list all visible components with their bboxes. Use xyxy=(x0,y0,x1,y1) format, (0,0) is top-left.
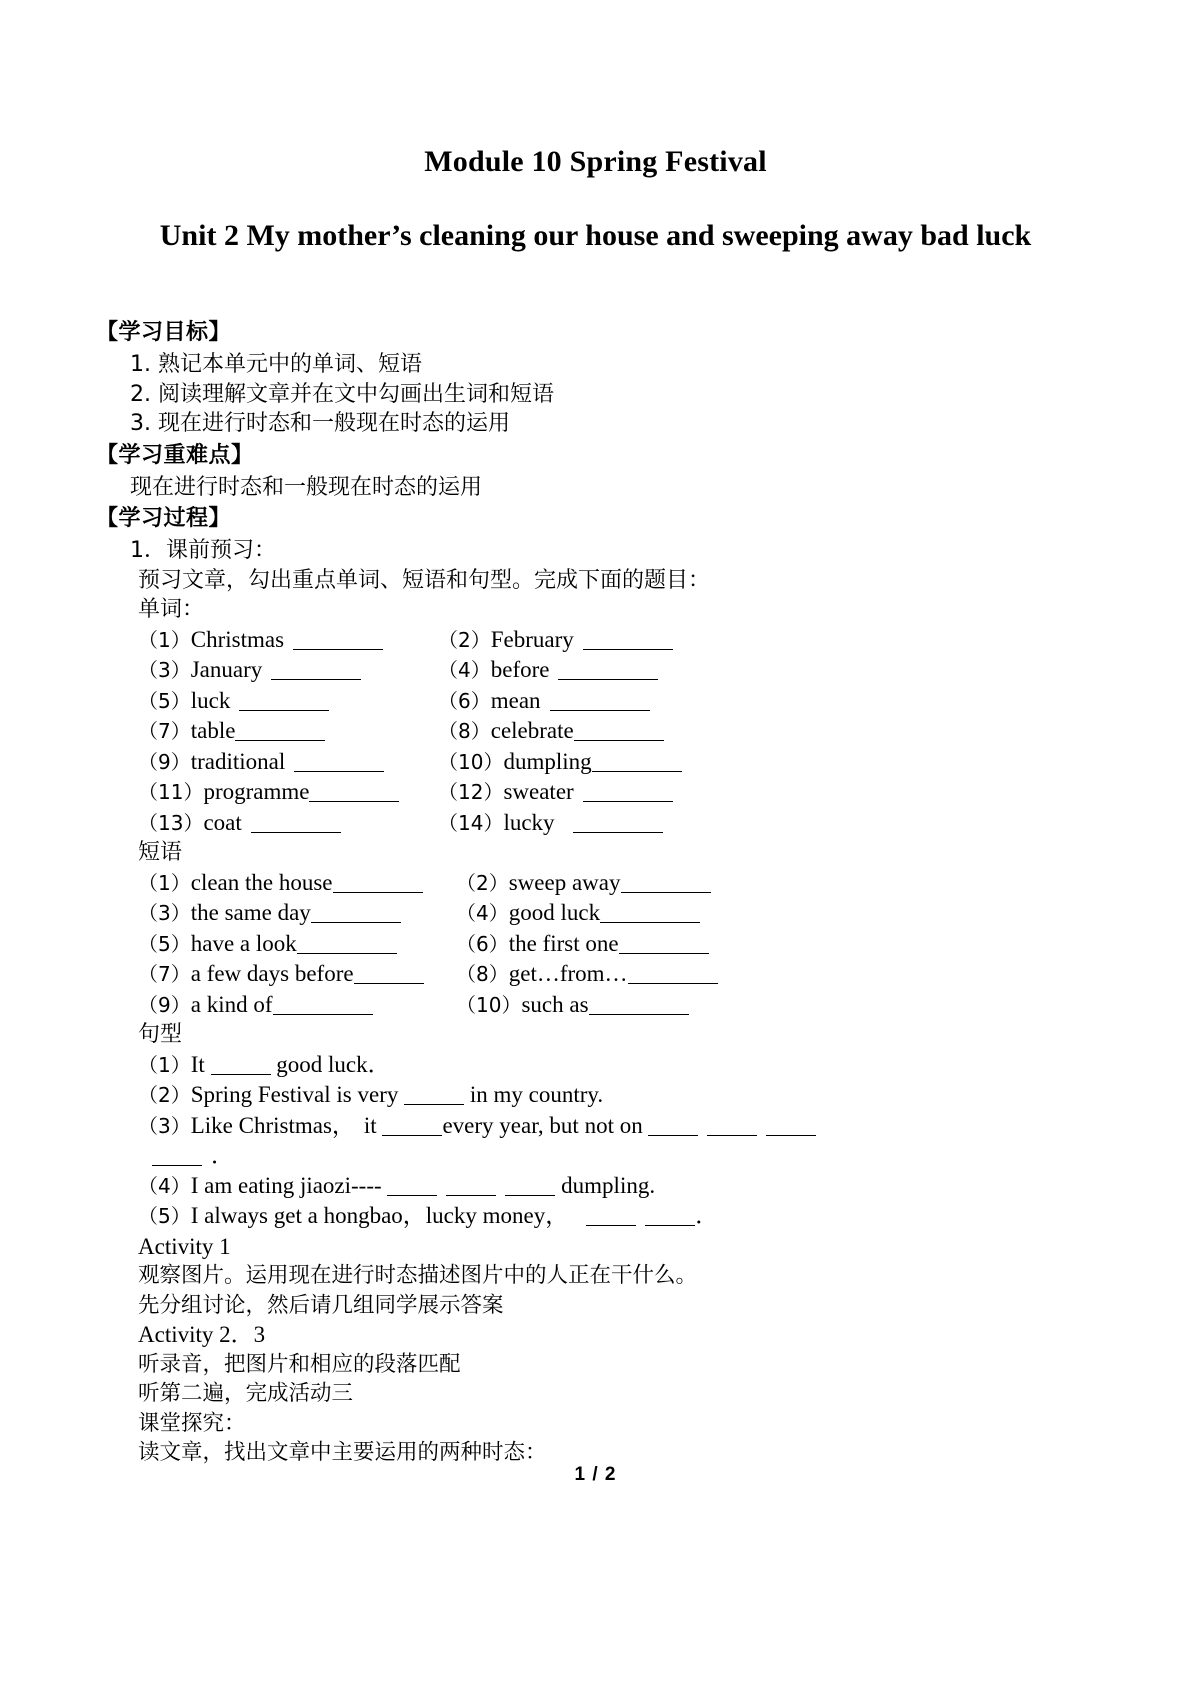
activity-instruction: 听第二遍，完成活动三 xyxy=(138,1381,354,1406)
word-term: sweater xyxy=(503,779,574,804)
word-term: traditional xyxy=(190,748,286,774)
phrase-term: have a look xyxy=(190,930,297,956)
objective-item: 3. 现在进行时态和一般现在时态的运用 xyxy=(130,411,510,436)
word-term: February xyxy=(490,626,574,652)
phrase-answer-blank[interactable] xyxy=(600,905,700,923)
word-row xyxy=(96,808,1095,839)
sentence-item xyxy=(96,1201,1095,1232)
word-answer-blank[interactable] xyxy=(294,754,384,772)
word-number: （11） xyxy=(138,780,204,804)
word-number: （2） xyxy=(438,627,491,652)
phrase-term: good luck xyxy=(508,900,601,925)
sentence-text-post: good luck． xyxy=(270,1051,391,1077)
objective-item: 2. 阅读理解文章并在文中勾画出生词和短语 xyxy=(130,381,554,407)
phrase-term: clean the house xyxy=(190,869,333,895)
activity-instruction: 读文章，找出文章中主要运用的两种时态： xyxy=(138,1440,547,1465)
page-subtitle: Unit 2 My mother’s cleaning our house and sweeping away bad luck xyxy=(159,218,1032,252)
phrase-term: a kind of xyxy=(190,991,273,1017)
word-number: （4） xyxy=(438,658,491,682)
sentence-text-pre: I always get a hongbao， xyxy=(190,1203,426,1228)
word-answer-blank[interactable] xyxy=(271,662,361,680)
word-number: （7） xyxy=(138,719,191,743)
word-number: （14） xyxy=(438,810,504,835)
sentence-answer-blank[interactable] xyxy=(648,1118,698,1136)
phrase-answer-blank[interactable] xyxy=(628,966,718,984)
phrase-row xyxy=(96,990,1095,1021)
sentence-answer-blank[interactable] xyxy=(446,1178,496,1196)
sentence-text-mid: lucky money， xyxy=(425,1203,569,1228)
word-term: programme xyxy=(203,779,310,804)
word-term: lucky xyxy=(503,809,555,835)
sentence-number: （2） xyxy=(138,1083,191,1107)
phrase-answer-blank[interactable] xyxy=(621,875,711,893)
phrase-answer-blank[interactable] xyxy=(311,905,401,923)
word-row xyxy=(96,777,1095,808)
phrase-number: （7） xyxy=(138,962,191,986)
word-row xyxy=(96,625,1095,656)
sentence-item xyxy=(96,1111,1095,1142)
word-number: （3） xyxy=(138,658,191,682)
activity-instruction: 观察图片。运用现在进行时态描述图片中的人正在干什么。 xyxy=(138,1263,698,1288)
phrase-number: （10） xyxy=(456,992,522,1017)
sentence-text-pre: Spring Festival is very xyxy=(190,1082,405,1107)
word-term: January xyxy=(190,657,263,682)
word-number: （1） xyxy=(138,627,191,652)
word-answer-blank[interactable] xyxy=(550,693,650,711)
word-number: （6） xyxy=(438,688,491,713)
sentence-answer-blank[interactable] xyxy=(404,1087,464,1105)
sentence-answer-blank[interactable] xyxy=(211,1057,271,1075)
phrase-number: （8） xyxy=(456,962,509,986)
sentence-text-post: every year, but not on xyxy=(442,1112,649,1138)
phrase-number: （6） xyxy=(456,931,509,956)
worksheet-body xyxy=(96,254,1095,1468)
word-number: （9） xyxy=(138,749,191,774)
section-heading-key-points: 【学习重难点】 xyxy=(96,442,254,468)
phrase-number: （4） xyxy=(456,901,509,925)
word-answer-blank[interactable] xyxy=(239,693,329,711)
section-heading-process: 【学习过程】 xyxy=(96,506,232,531)
sentence-number: （5） xyxy=(138,1204,191,1228)
phrase-number: （9） xyxy=(138,992,191,1017)
word-term: table xyxy=(190,718,236,743)
word-answer-blank[interactable] xyxy=(293,632,383,650)
sentence-text-mid: it xyxy=(363,1112,383,1138)
word-answer-blank[interactable] xyxy=(583,784,673,802)
word-number: （12） xyxy=(438,780,504,804)
page-number-footer: 1 / 2 xyxy=(574,1464,617,1485)
phrase-term: such as xyxy=(521,991,589,1017)
sentence-item xyxy=(96,1080,1095,1111)
sentence-answer-blank[interactable] xyxy=(382,1118,442,1136)
phrase-number: （3） xyxy=(138,901,191,925)
word-answer-blank[interactable] xyxy=(309,784,399,802)
word-row xyxy=(96,716,1095,747)
process-step-1-description: 预习文章，勾出重点单词、短语和句型。完成下面的题目： xyxy=(138,567,711,593)
title-block xyxy=(96,0,1095,254)
word-term: luck xyxy=(190,687,231,713)
word-row xyxy=(96,747,1095,778)
phrase-row xyxy=(96,929,1095,960)
word-number: （5） xyxy=(138,688,191,713)
words-label: 单词： xyxy=(138,597,205,622)
word-number: （13） xyxy=(138,810,204,835)
word-answer-blank[interactable] xyxy=(251,815,341,833)
sentence-text-pre: Like Christmas， xyxy=(190,1112,355,1138)
phrase-row xyxy=(96,898,1095,929)
phrase-answer-blank[interactable] xyxy=(619,936,709,954)
phrase-row xyxy=(96,959,1095,990)
phrase-term: a few days before xyxy=(190,961,354,986)
sentence-text-post: dumpling. xyxy=(555,1172,656,1198)
word-answer-blank[interactable] xyxy=(583,632,673,650)
word-term: before xyxy=(490,657,550,682)
word-number: （8） xyxy=(438,719,491,743)
word-row xyxy=(96,655,1095,686)
word-answer-blank[interactable] xyxy=(573,815,663,833)
phrase-term: sweep away xyxy=(508,869,621,895)
process-step-1: 1．课前预习： xyxy=(130,538,276,563)
phrase-number: （5） xyxy=(138,931,191,956)
word-term: Christmas xyxy=(190,626,285,652)
sentence-answer-blank[interactable] xyxy=(505,1178,555,1196)
phrase-answer-blank[interactable] xyxy=(273,997,373,1015)
key-point-item: 现在进行时态和一般现在时态的运用 xyxy=(130,474,483,500)
sentence-answer-blank[interactable] xyxy=(645,1208,695,1226)
sentence-answer-blank[interactable] xyxy=(387,1178,437,1196)
sentence-number: （1） xyxy=(138,1052,191,1077)
word-number: （10） xyxy=(438,749,504,774)
phrase-answer-blank[interactable] xyxy=(589,997,689,1015)
activity-heading: Activity 2．3 xyxy=(138,1322,266,1347)
word-row xyxy=(96,686,1095,717)
sentence-number: （3） xyxy=(138,1113,191,1138)
sentence-answer-blank[interactable] xyxy=(152,1148,202,1166)
sentences-label: 句型 xyxy=(138,1022,183,1047)
word-term: coat xyxy=(203,809,242,835)
word-answer-blank[interactable] xyxy=(592,754,682,772)
phrase-answer-blank[interactable] xyxy=(333,875,423,893)
activity-instruction: 先分组讨论，然后请几组同学展示答案 xyxy=(138,1292,504,1318)
phrase-term: the same day xyxy=(190,900,311,925)
sentence-text-post: in my country. xyxy=(464,1082,604,1107)
activity-heading: Activity 1 xyxy=(138,1233,231,1259)
phrase-term: the first one xyxy=(508,930,619,956)
sentence-number: （4） xyxy=(138,1173,191,1198)
phrase-row xyxy=(96,868,1095,899)
sentence-answer-blank[interactable] xyxy=(766,1118,816,1136)
page-title: Module 10 Spring Festival xyxy=(424,145,767,178)
activity-instruction: 课堂探究： xyxy=(138,1410,246,1436)
sentence-item xyxy=(96,1050,1095,1081)
word-term: dumpling xyxy=(503,748,592,774)
objective-item: 1. 熟记本单元中的单词、短语 xyxy=(130,352,422,377)
sentence-text-pre: I am eating jiaozi---- xyxy=(190,1172,388,1198)
word-term: celebrate xyxy=(490,718,574,743)
sentence-text-post: ． xyxy=(695,1203,719,1228)
sentence-continuation xyxy=(96,1141,1095,1171)
section-heading-objectives: 【学习目标】 xyxy=(96,320,232,345)
phrases-label: 短语 xyxy=(138,840,183,865)
sentence-text-post: ． xyxy=(211,1143,234,1168)
phrase-term: get…from… xyxy=(508,961,628,986)
word-term: mean xyxy=(490,687,541,713)
activity-instruction: 听录音，把图片和相应的段落匹配 xyxy=(138,1351,461,1377)
phrase-answer-blank[interactable] xyxy=(297,936,397,954)
phrase-number: （2） xyxy=(456,870,509,895)
word-answer-blank[interactable] xyxy=(574,723,664,741)
sentence-item xyxy=(96,1171,1095,1202)
sentence-answer-blank[interactable] xyxy=(707,1118,757,1136)
word-answer-blank[interactable] xyxy=(235,723,325,741)
phrase-answer-blank[interactable] xyxy=(354,966,424,984)
sentence-answer-blank[interactable] xyxy=(586,1208,636,1226)
phrase-number: （1） xyxy=(138,870,191,895)
sentence-text-pre: It xyxy=(190,1051,211,1077)
word-answer-blank[interactable] xyxy=(558,662,658,680)
